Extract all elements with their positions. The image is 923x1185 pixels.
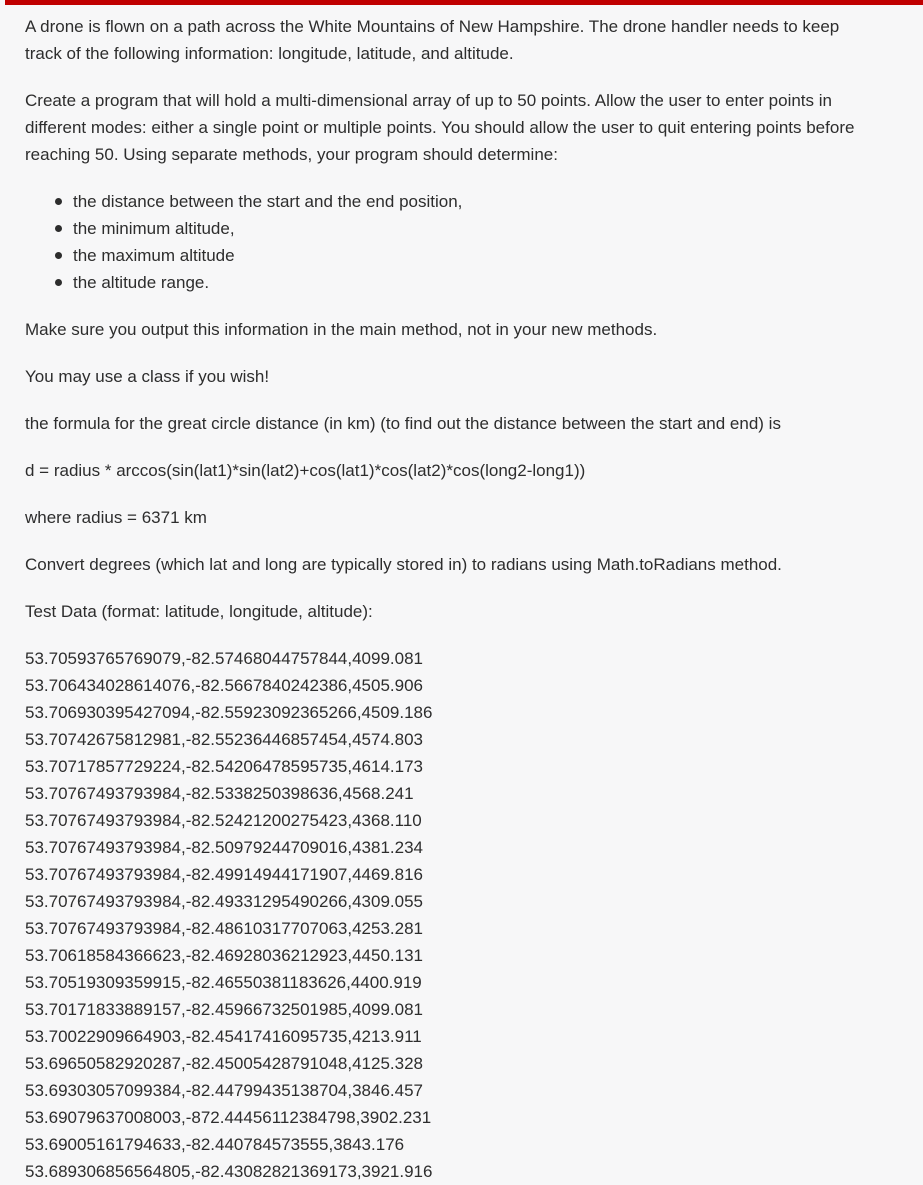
task-paragraph [25, 87, 923, 168]
test-data-row: 53.70767493793984,-82.5338250398636,4568.241 [25, 784, 414, 803]
convert-note: Convert degrees (which lat and long are typically stored in) to radians using Math.toRadians method. [25, 555, 782, 574]
task-line-3: reaching 50. Using separate methods, your program should determine: [25, 145, 558, 164]
intro-line-2: track of the following information: longitude, latitude, and altitude. [25, 44, 514, 63]
test-data-row: 53.70742675812981,-82.55236446857454,4574.803 [25, 730, 424, 749]
test-data-row: 53.70767493793984,-82.48610317707063,4253.281 [25, 919, 424, 938]
task-line-2: different modes: either a single point or multiple points. You should allow the user to quit entering points before [25, 118, 855, 137]
test-data-row: 53.70593765769079,-82.57468044757844,4099.081 [25, 649, 424, 668]
question-page [5, 5, 923, 1181]
radius-note: where radius = 6371 km [25, 508, 207, 527]
formula: d = radius * arccos(sin(lat1)*sin(lat2)+cos(lat1)*cos(lat2)*cos(long2-long1)) [25, 461, 586, 480]
test-data-list [25, 645, 923, 1185]
requirement-item-min-altitude: the minimum altitude, [73, 215, 923, 242]
test-data-row: 53.70767493793984,-82.49331295490266,4309.055 [25, 892, 424, 911]
test-data-row: 53.706930395427094,-82.55923092365266,4509.186 [25, 703, 433, 722]
test-data-heading: Test Data (format: latitude, longitude, altitude): [25, 602, 373, 621]
test-data-row: 53.69079637008003,-872.44456112384798,3902.231 [25, 1108, 432, 1127]
task-line-1: Create a program that will hold a multi-dimensional array of up to 50 points. Allow the user to enter points in [25, 91, 832, 110]
output-note: Make sure you output this information in the main method, not in your new methods. [25, 320, 658, 339]
test-data-row: 53.70171833889157,-82.45966732501985,4099.081 [25, 1000, 424, 1019]
test-data-row: 53.70022909664903,-82.45417416095735,4213.911 [25, 1027, 422, 1046]
question-content [25, 13, 923, 1185]
requirement-item-max-altitude: the maximum altitude [73, 242, 923, 269]
test-data-row: 53.706434028614076,-82.5667840242386,4505.906 [25, 676, 424, 695]
test-data-row: 53.70519309359915,-82.46550381183626,4400.919 [25, 973, 422, 992]
test-data-row: 53.689306856564805,-82.43082821369173,3921.916 [25, 1162, 433, 1181]
test-data-row: 53.69650582920287,-82.45005428791048,4125.328 [25, 1054, 424, 1073]
test-data-row: 53.70717857729224,-82.54206478595735,4614.173 [25, 757, 424, 776]
requirements-list [25, 188, 923, 296]
test-data-row: 53.70767493793984,-82.50979244709016,4381.234 [25, 838, 424, 857]
intro-paragraph [25, 13, 923, 67]
test-data-row: 53.70767493793984,-82.49914944171907,4469.816 [25, 865, 424, 884]
test-data-row: 53.69303057099384,-82.44799435138704,3846.457 [25, 1081, 424, 1100]
test-data-row: 53.70767493793984,-82.52421200275423,4368.110 [25, 811, 422, 830]
class-note: You may use a class if you wish! [25, 367, 270, 386]
requirement-item-distance: the distance between the start and the end position, [73, 188, 923, 215]
test-data-row: 53.70618584366623,-82.46928036212923,4450.131 [25, 946, 424, 965]
formula-intro: the formula for the great circle distance (in km) (to find out the distance between the start and end) is [25, 414, 781, 433]
intro-line-1: A drone is flown on a path across the White Mountains of New Hampshire. The drone handler needs to keep [25, 17, 840, 36]
test-data-row: 53.69005161794633,-82.440784573555,3843.176 [25, 1135, 405, 1154]
requirement-item-altitude-range: the altitude range. [73, 269, 923, 296]
